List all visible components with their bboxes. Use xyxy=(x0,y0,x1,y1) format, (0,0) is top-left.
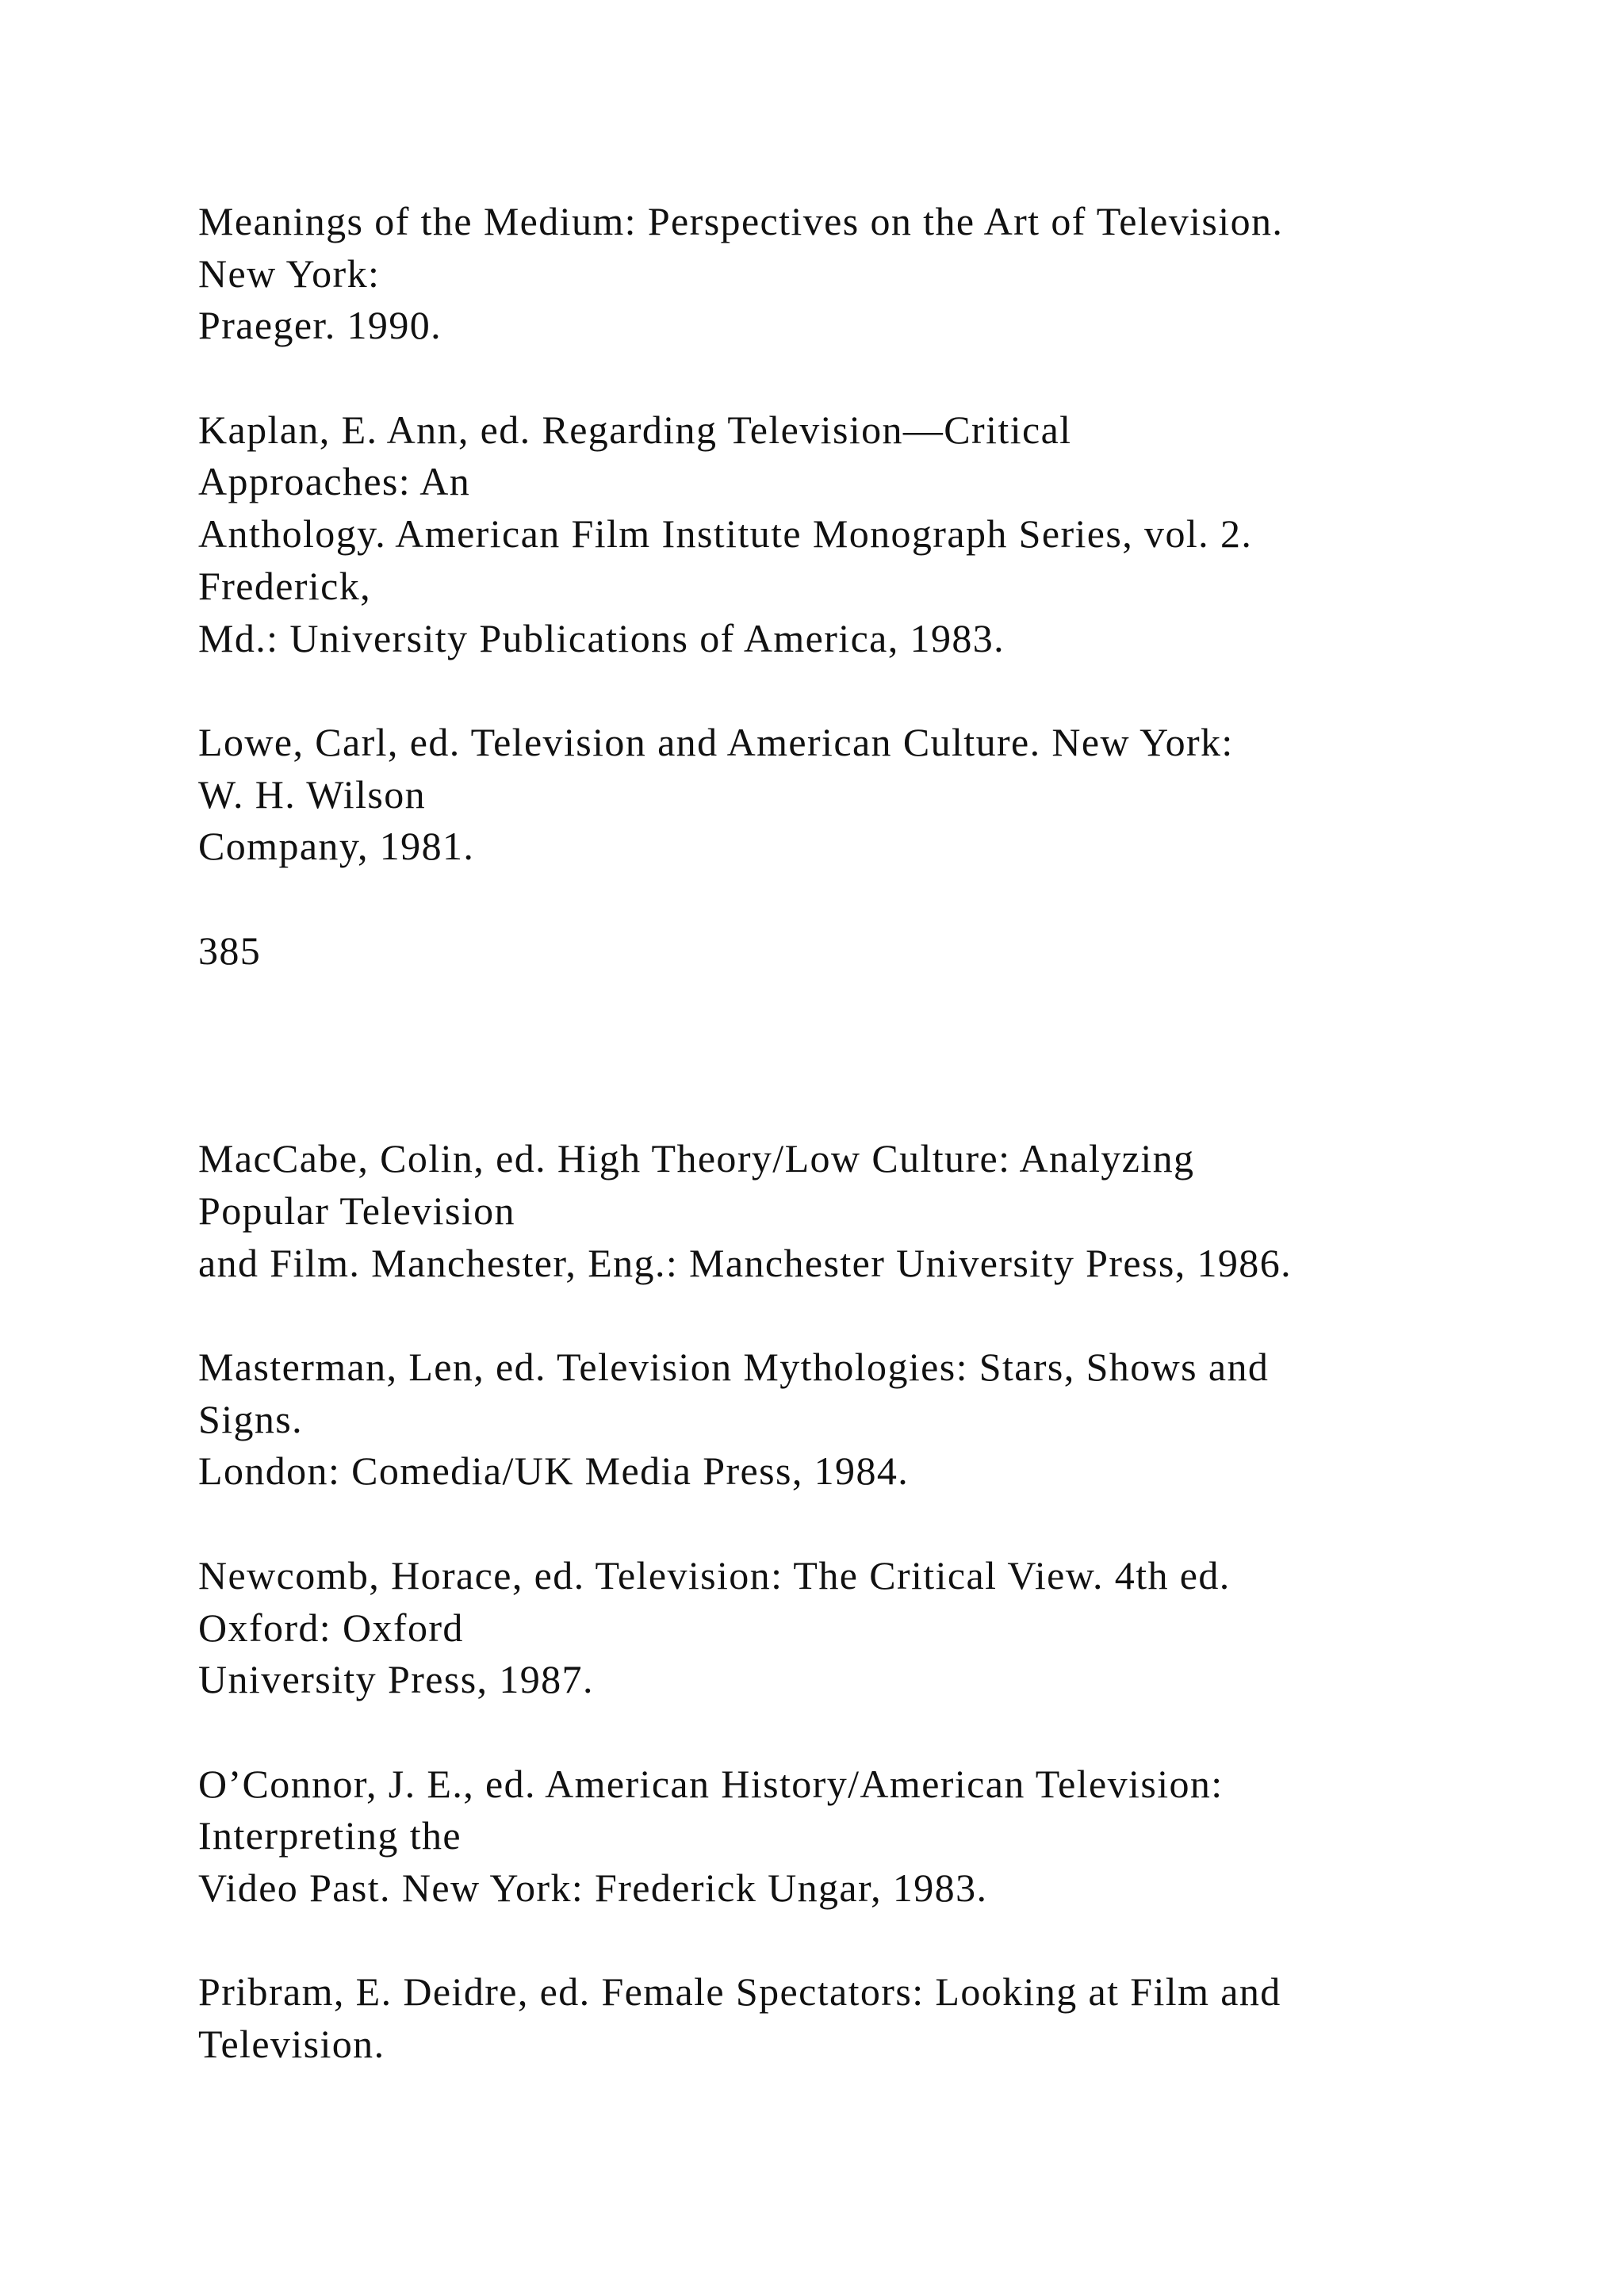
bibliography-entry xyxy=(198,404,1546,664)
bibliography-entry xyxy=(198,1758,1546,1915)
page-break-spacer xyxy=(198,977,1546,1133)
entry-line: Popular Television xyxy=(198,1188,515,1233)
entry-line: Meanings of the Medium: Perspectives on the Art of Television. xyxy=(198,199,1284,243)
entry-line: New York: xyxy=(198,251,381,296)
entry-line: Frederick, xyxy=(198,563,372,608)
entry-line: Company, 1981. xyxy=(198,824,475,869)
entry-line: MacCabe, Colin, ed. High Theory/Low Culture: Analyzing xyxy=(198,1136,1195,1181)
entry-line: London: Comedia/UK Media Press, 1984. xyxy=(198,1448,910,1494)
entry-spacer xyxy=(198,352,1546,404)
entry-spacer xyxy=(198,1915,1546,1967)
entry-line: W. H. Wilson xyxy=(198,771,427,817)
entry-spacer xyxy=(198,1706,1546,1758)
bibliography-entry xyxy=(198,196,1546,352)
bibliography-text xyxy=(198,196,1546,2071)
entry-line: Oxford: Oxford xyxy=(198,1605,464,1650)
entry-line: Lowe, Carl, ed. Television and American Culture. New York: xyxy=(198,719,1234,764)
bibliography-entry xyxy=(198,1133,1546,1289)
entry-line: Approaches: An xyxy=(198,459,471,504)
bibliography-entry xyxy=(198,1341,1546,1498)
entry-spacer xyxy=(198,664,1546,717)
entry-line: Signs. xyxy=(198,1396,304,1441)
entry-line: Newcomb, Horace, ed. Television: The Critical View. 4th ed. xyxy=(198,1552,1231,1598)
entry-spacer xyxy=(198,1289,1546,1341)
entry-line: and Film. Manchester, Eng.: Manchester University Press, 1986. xyxy=(198,1240,1293,1285)
entry-line: Video Past. New York: Frederick Ungar, 1983. xyxy=(198,1865,988,1910)
page-number: 385 xyxy=(198,928,262,973)
entry-spacer xyxy=(198,1498,1546,1550)
entry-line: Kaplan, E. Ann, ed. Regarding Television—Critical xyxy=(198,407,1072,452)
entry-line: Masterman, Len, ed. Television Mythologies: Stars, Shows and xyxy=(198,1345,1270,1390)
entry-line: Television. xyxy=(198,2022,385,2066)
bibliography-entry xyxy=(198,717,1546,873)
entry-line: Anthology. American Film Institute Monograph Series, vol. 2. xyxy=(198,511,1253,557)
entry-line: Md.: University Publications of America, 1983. xyxy=(198,615,1005,660)
bibliography-entry xyxy=(198,1966,1546,2070)
entry-line: Interpreting the xyxy=(198,1813,462,1858)
entry-spacer xyxy=(198,873,1546,925)
entry-line: Pribram, E. Deidre, ed. Female Spectators: Looking at Film and xyxy=(198,1969,1281,2015)
entry-line: Praeger. 1990. xyxy=(198,303,442,348)
entry-line: O’Connor, J. E., ed. American History/American Television: xyxy=(198,1761,1224,1806)
bibliography-entry xyxy=(198,1550,1546,1706)
entry-line: University Press, 1987. xyxy=(198,1657,594,1702)
